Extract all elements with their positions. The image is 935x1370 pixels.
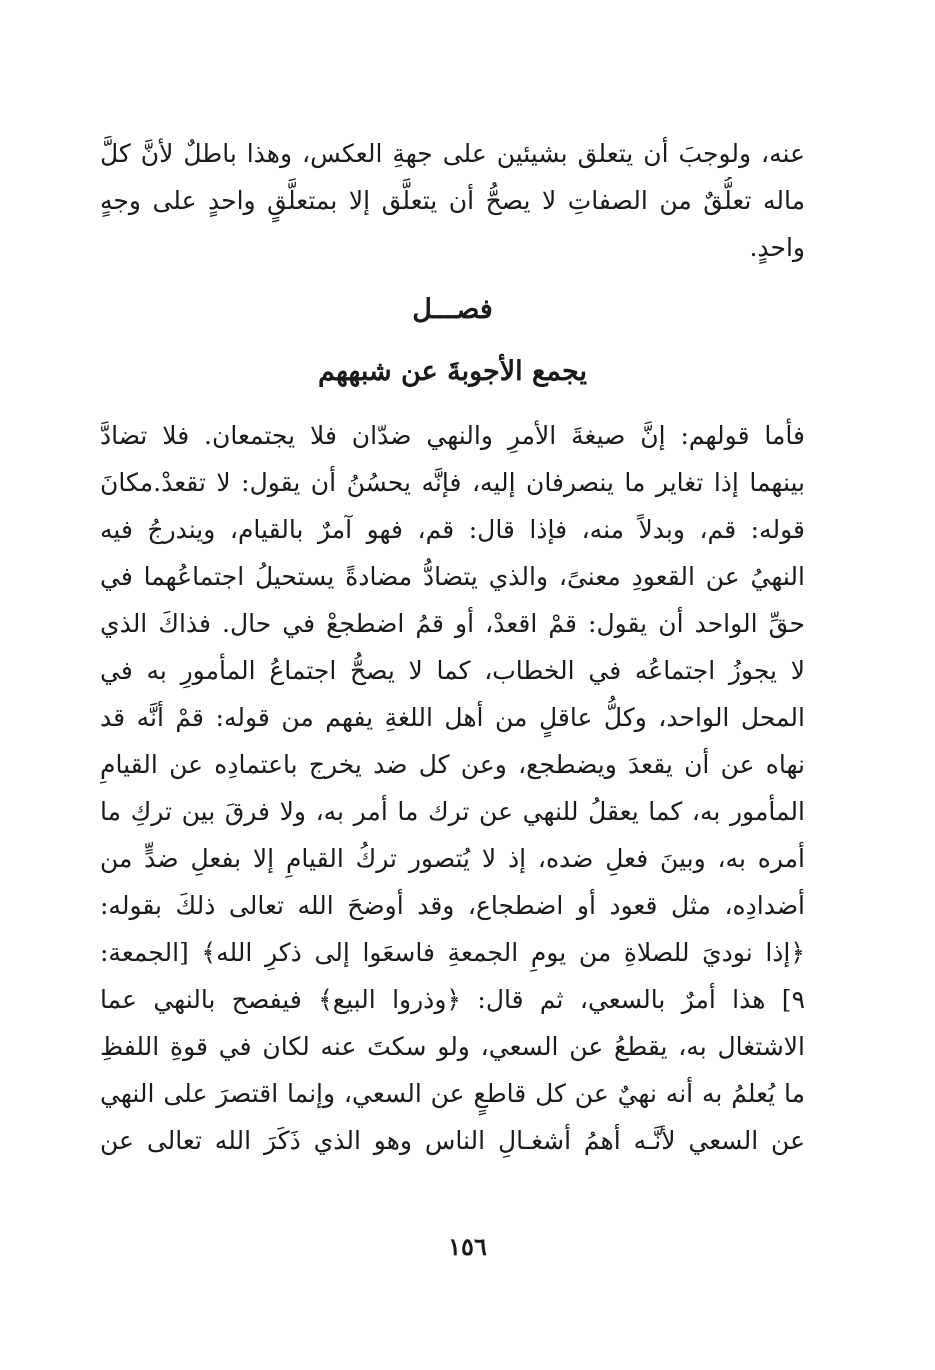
intro-paragraph bbox=[100, 130, 805, 271]
text-line: لا يجوزُ اجتماعُه في الخطاب، كما لا يصحُّ اجتماعُ المأمورِ به في bbox=[100, 656, 805, 685]
text-line: واحدٍ. bbox=[749, 233, 805, 262]
text-line: عن السعي لأنَّـه أهمُ أشغـالِ الناس وهو الذي ذَكَرَ الله تعالى عن bbox=[100, 1126, 805, 1155]
text-line: أضدادِه، مثل قعود أو اضطجاع، وقد أوضحَ الله تعالى ذلكَ بقوله: bbox=[100, 891, 805, 920]
text-line: الاشتغال به، يقطعُ عن السعي، ولو سكتَ عنه لكان في قوةِ اللفظِ bbox=[100, 1032, 805, 1061]
text-line: بينهما إذا تغاير ما ينصرفان إليه، فإنَّه يحسُنُ أن يقول: لا تقعدْ.مكانَ bbox=[100, 468, 805, 497]
text-line: ماله تعلُّقٌ من الصفاتِ لا يصحُّ أن يتعلَّق إلا بمتعلَّقٍ واحدٍ على وجهٍ bbox=[100, 186, 805, 215]
text-line: أمره به، وبينَ فعلِ ضده، إذ لا يُتصور تركُ القيامِ إلا بفعلِ ضدٍّ من bbox=[100, 844, 805, 873]
section-subheading: يجمع الأجوبةَ عن شبههم bbox=[318, 356, 587, 387]
text-line: نهاه عن أن يقعدَ ويضطجع، وعن كل ضد يخرج باعتمادِه عن القيامِ bbox=[100, 750, 805, 779]
text-line: فأما قولهم: إنَّ صيغةَ الأمرِ والنهي ضدّان فلا يجتمعان. فلا تضادَّ bbox=[100, 421, 805, 450]
section-heading: فصـــل bbox=[412, 294, 493, 325]
text-line: حقِّ الواحد أن يقول: قمْ اقعدْ، أو قمُ اضطجعْ في حال. فذاكَ الذي bbox=[100, 609, 805, 638]
text-line: المأمور به، كما يعقلُ للنهي عن ترك ما أمر به، ولا فرقَ بين تركِ ما bbox=[100, 797, 805, 826]
text-line: عنه، ولوجبَ أن يتعلق بشيئين على جهةِ العكس، وهذا باطلٌ لأنَّ كلَّ bbox=[100, 139, 805, 168]
text-line: ٩] هذا أمرٌ بالسعي، ثم قال: ﴿وذروا البيع﴾ فيفصح بالنهي عما bbox=[100, 985, 805, 1014]
text-line: ما يُعلمُ به أنه نهيٌ عن كل قاطعٍ عن السعي، وإنما اقتصرَ على النهي bbox=[100, 1079, 805, 1108]
page-number: ١٥٦ bbox=[448, 1232, 487, 1261]
body-paragraph bbox=[100, 412, 805, 1164]
text-line: ﴿إذا نوديَ للصلاةِ من يومِ الجمعةِ فاسعَوا إلى ذكرِ الله﴾ [الجمعة: bbox=[100, 938, 805, 967]
text-line: قوله: قم، وبدلاً منه، فإذا قال: قم، فهو آمرٌ بالقيام، ويندرجُ فيه bbox=[100, 515, 805, 544]
text-line: النهيُ عن القعودِ معنىً، والذي يتضادُّ مضادةً يستحيلُ اجتماعُهما في bbox=[100, 562, 805, 591]
text-line: المحل الواحد، وكلُّ عاقلٍ من أهل اللغةِ يفهم من قوله: قمْ أنَّه قد bbox=[100, 703, 805, 732]
